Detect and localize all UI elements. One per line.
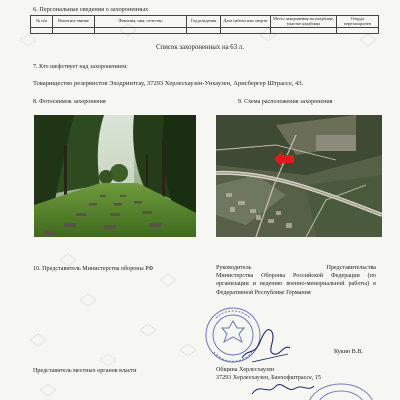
table-cell xyxy=(95,28,187,34)
signer-name: Кукин В.В. xyxy=(334,349,363,355)
location-map xyxy=(216,115,382,237)
moa-representative-block xyxy=(216,264,376,297)
moa-title-line xyxy=(216,264,376,272)
table-header-cell: № п/п xyxy=(31,16,53,28)
local-authority-representative: Представитель местных органов власти xyxy=(33,368,137,374)
table-cell xyxy=(53,28,95,34)
moa-title-left: Руководитель xyxy=(216,265,252,271)
section-8-title: 8. Фотоснимок захоронения xyxy=(33,99,106,105)
section-9-title: 9. Схема расположения захоронения xyxy=(238,99,333,105)
table-cell xyxy=(271,28,337,34)
table-header-cell: Дата гибели или смерти xyxy=(221,16,271,28)
table-cell xyxy=(187,28,221,34)
table-cell xyxy=(221,28,271,34)
section-10-title: 10. Представитель Министерства обороны РФ xyxy=(33,266,154,272)
table-header-cell: Год рождения xyxy=(187,16,221,28)
personal-data-table xyxy=(30,15,379,34)
burial-list-title: Список захороненных на 63 л. xyxy=(156,44,244,51)
community-address: 37293 Херлесхаузен, Банхофштрассе, 15 xyxy=(216,374,321,381)
section-6-title: 6. Персональные сведения о захороненных xyxy=(33,6,149,13)
table-header-row xyxy=(31,16,379,28)
table-cell xyxy=(337,28,379,34)
municipal-stamp-icon xyxy=(306,380,376,400)
table-header-cell: Воинское звание xyxy=(53,16,95,28)
table-header-cell: Фамилия, имя, отчество xyxy=(95,16,187,28)
table-cell xyxy=(31,28,53,34)
moa-title-body: Министерства Обороны Российской Федерации (по организации и ведению военно-мемориальной работы) в Федеративной Республике Германия xyxy=(216,273,376,296)
section-7-title: 7. Кто шефствует над захоронением: xyxy=(33,64,128,70)
burial-photo xyxy=(34,115,196,237)
table-row xyxy=(31,28,379,34)
moa-title-right: Представительства xyxy=(326,265,376,271)
signature-icon xyxy=(238,318,294,368)
community-name: Община Херлесхаузен xyxy=(216,367,275,373)
patron-organization: Товарищество резервистов Эходринтгау, 37293 Херлесхаузен-Унхаузен, Арисбергер Штрассе, 43. xyxy=(33,80,304,87)
table-header-cell: Откуда перезахоронен xyxy=(337,16,379,28)
table-header-cell: Место захоронения на кладбище, участке кладбища xyxy=(271,16,337,28)
